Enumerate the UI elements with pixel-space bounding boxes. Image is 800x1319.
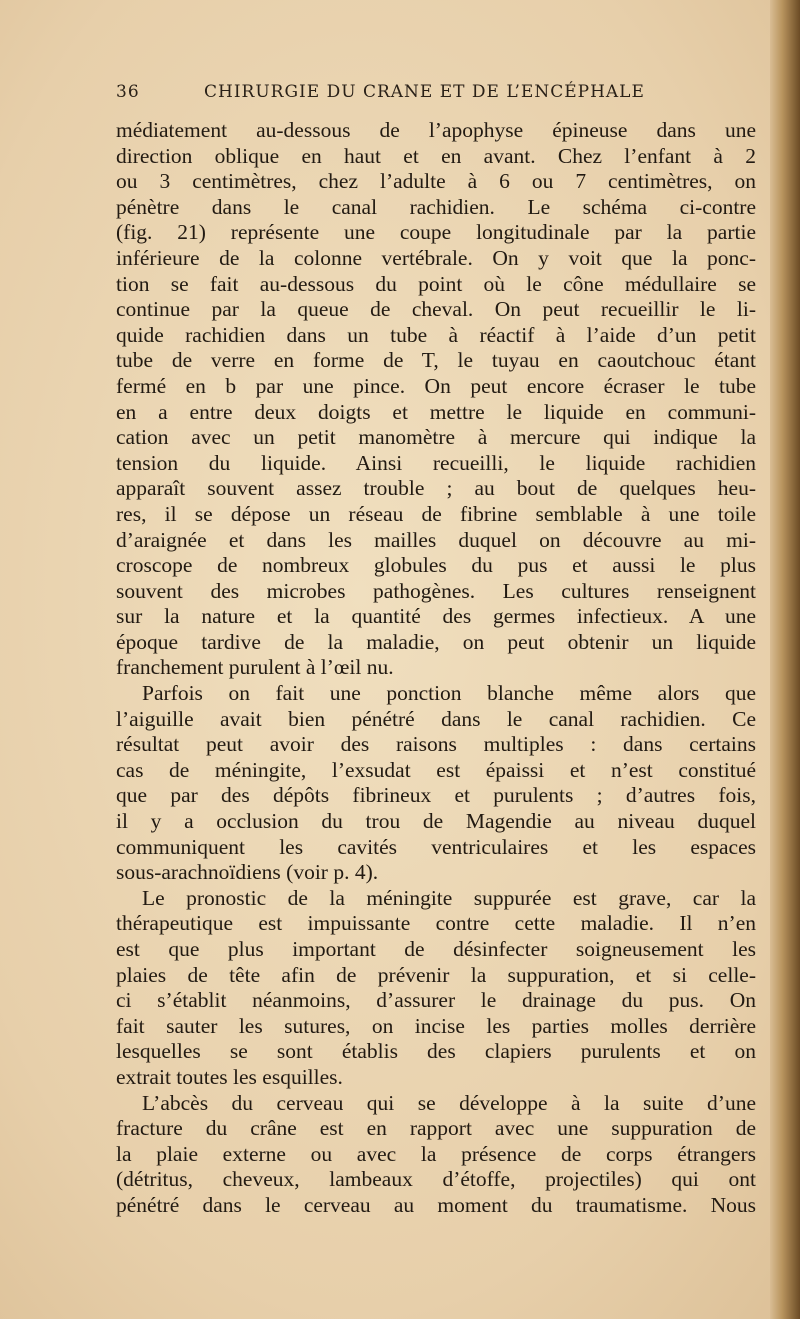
text-line: direction oblique en haut et en avant. Chez l’enfant à 2 xyxy=(116,143,756,168)
text-line: (détritus, cheveux, lambeaux d’étoffe, projectiles) qui ont xyxy=(116,1167,756,1192)
text-line: il y a occlusion du trou de Magendie au niveau duquel xyxy=(116,809,756,834)
text-line: inférieure de la colonne vertébrale. On y voit que la ponc- xyxy=(116,245,756,270)
running-title: CHIRURGIE DU CRANE ET DE L’ENCÉPHALE xyxy=(204,82,645,102)
text-line: ci s’établit néanmoins, d’assurer le drainage du pus. On xyxy=(116,988,756,1013)
text-line: extrait toutes les esquilles. xyxy=(116,1064,343,1089)
text-line: pénétré dans le cerveau au moment du traumatisme. Nous xyxy=(116,1192,756,1217)
text-line: fermé en b par une pince. On peut encore écraser le tube xyxy=(116,373,756,398)
text-line: sous-arachnoïdiens (voir p. 4). xyxy=(116,860,379,885)
text-line: pénètre dans le canal rachidien. Le schéma ci-contre xyxy=(116,194,756,219)
text-line: la plaie externe ou avec la présence de corps étrangers xyxy=(116,1141,756,1166)
text-line: l’aiguille avait bien pénétré dans le canal rachidien. Ce xyxy=(116,706,756,731)
text-line: tube de verre en forme de T, le tuyau en caoutchouc étant xyxy=(116,348,756,373)
text-line: Parfois on fait une ponction blanche même alors que xyxy=(142,681,756,706)
text-line: quide rachidien dans un tube à réactif à l’aide d’un petit xyxy=(116,322,756,347)
text-line: fait sauter les sutures, on incise les parties molles derrière xyxy=(116,1013,756,1038)
text-line: que par des dépôts fibrineux et purulents ; d’autres fois, xyxy=(116,783,756,808)
text-line: en a entre deux doigts et mettre le liquide en communi- xyxy=(116,399,756,424)
text-line: cation avec un petit manomètre à mercure qui indique la xyxy=(116,425,756,450)
text-line: communiquent les cavités ventriculaires et les espaces xyxy=(116,834,756,859)
text-line: résultat peut avoir des raisons multiples : dans certains xyxy=(116,732,756,757)
text-line: continue par la queue de cheval. On peut recueillir le li- xyxy=(116,297,756,322)
text-line: est que plus important de désinfecter soigneusement les xyxy=(116,937,756,961)
text-line: apparaît souvent assez trouble ; au bout de quelques heu- xyxy=(116,476,756,501)
text-line: tion se fait au-dessous du point où le cône médullaire se xyxy=(116,271,756,296)
page-number: 36 xyxy=(116,82,140,102)
text-line: sur la nature et la quantité des germes infectieux. A une xyxy=(116,604,756,629)
page-edge xyxy=(770,0,800,1319)
text-line: franchement purulent à l’œil nu. xyxy=(116,655,394,680)
text-line: d’araignée et dans les mailles duquel on découvre au mi- xyxy=(116,527,756,552)
text-line: plaies de tête afin de prévenir la suppuration, et si celle- xyxy=(116,962,756,987)
text-line: lesquelles se sont établis des clapiers purulents et on xyxy=(116,1039,756,1064)
text-line: Le pronostic de la méningite suppurée est grave, car la xyxy=(142,885,756,910)
text-line: thérapeutique est impuissante contre cette maladie. Il n’en xyxy=(116,911,756,936)
text-line: cas de méningite, l’exsudat est épaissi et n’est constitué xyxy=(116,757,756,782)
text-line: ou 3 centimètres, chez l’adulte à 6 ou 7 centimètres, on xyxy=(116,169,756,194)
text-line: fracture du crâne est en rapport avec une suppuration de xyxy=(116,1116,756,1141)
text-line: croscope de nombreux globules du pus et aussi le plus xyxy=(116,553,756,578)
text-line: époque tardive de la maladie, on peut obtenir un liquide xyxy=(116,629,756,654)
text-line: souvent des microbes pathogènes. Les cultures renseignent xyxy=(116,578,756,603)
body-text xyxy=(116,118,756,1219)
text-line: médiatement au-dessous de l’apophyse épineuse dans une xyxy=(116,118,756,142)
text-line: (fig. 21) représente une coupe longitudinale par la partie xyxy=(116,220,756,245)
text-line: L’abcès du cerveau qui se développe à la suite d’une xyxy=(142,1090,756,1115)
text-line: tension du liquide. Ainsi recueilli, le liquide rachidien xyxy=(116,450,756,475)
text-line: res, il se dépose un réseau de fibrine semblable à une toile xyxy=(116,501,756,526)
